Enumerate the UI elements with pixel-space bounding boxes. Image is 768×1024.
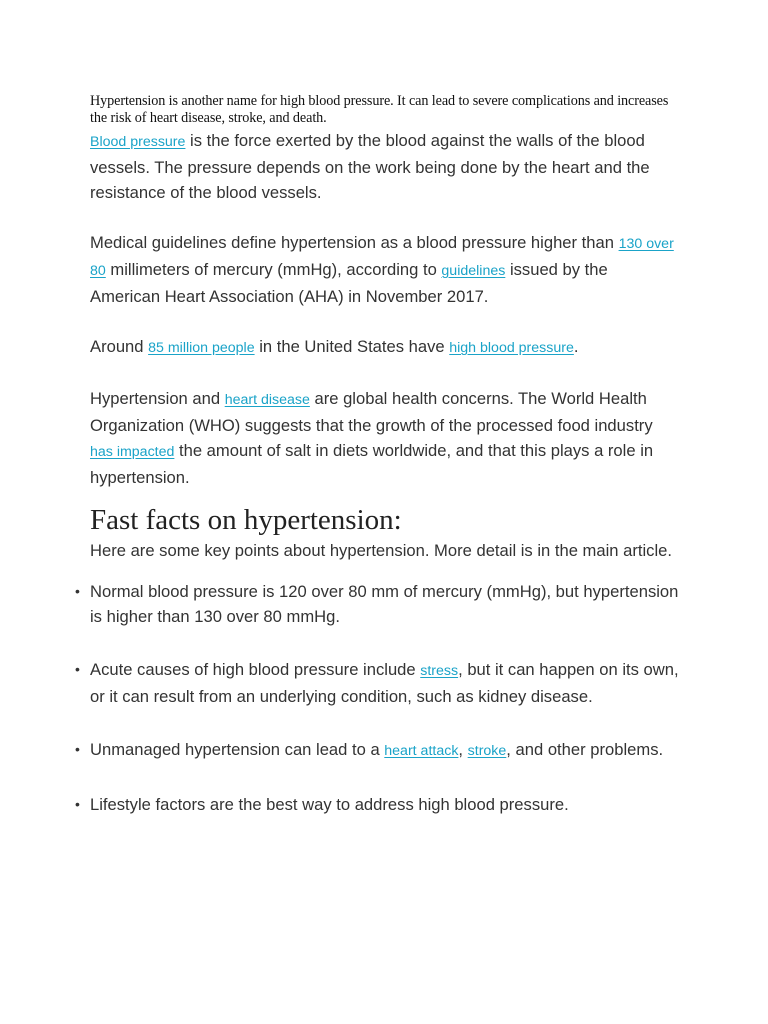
list-item-text: Lifestyle factors are the best way to address high blood pressure.: [90, 795, 569, 814]
bullet-icon: •: [75, 661, 80, 677]
list-item: [75, 579, 680, 629]
list-item-text: Acute causes of high blood pressure include: [90, 660, 421, 679]
paragraph-text: issued by the American Heart Association (AHA) in November 2017.: [90, 260, 608, 306]
has-impacted-link[interactable]: has impacted: [90, 444, 175, 460]
paragraph-text: in the United States have: [254, 337, 450, 356]
paragraph-text: millimeters of mercury (mmHg), according to: [105, 260, 442, 279]
blood-pressure-link[interactable]: Blood pressure: [90, 134, 186, 150]
fast-facts-list: [75, 579, 680, 817]
paragraph-global-concerns: [90, 386, 680, 490]
stroke-link[interactable]: stroke: [467, 743, 507, 759]
intro-summary: Hypertension is another name for high blood pressure. It can lead to severe complications and increases the risk of heart disease, stroke, and death.: [90, 93, 669, 126]
paragraph-text: .: [573, 337, 579, 356]
list-item-text: Unmanaged hypertension can lead to a: [90, 740, 385, 759]
85-million-people-link[interactable]: 85 million people: [148, 340, 255, 356]
130-over-80-link[interactable]: 130 over 80: [90, 236, 674, 279]
fast-facts-heading: Fast facts on hypertension:: [90, 504, 402, 536]
bullet-icon: •: [75, 796, 80, 812]
paragraph-text: the amount of salt in diets worldwide, and that this plays a role in hypertension.: [90, 441, 654, 487]
heart-disease-link[interactable]: heart disease: [224, 392, 310, 408]
paragraph-text: Around: [90, 337, 149, 356]
paragraph-gap: [90, 309, 680, 334]
list-item-text: , and other problems.: [506, 740, 664, 759]
paragraph-text: Hypertension and: [90, 389, 225, 408]
high-blood-pressure-link[interactable]: high blood pressure: [449, 340, 574, 356]
paragraph-text: are global health concerns. The World Health Organization (WHO) suggests that the growth of the processed food industry: [90, 389, 653, 435]
paragraph-guidelines: [90, 230, 680, 309]
list-item-text: , but it can happen on its own, or it can result from an underlying condition, such as kidney disease.: [90, 660, 679, 706]
paragraph-gap: [90, 361, 680, 386]
paragraph-text: Medical guidelines define hypertension as a blood pressure higher than: [90, 233, 619, 252]
list-item: [75, 657, 680, 709]
list-item-text: ,: [458, 740, 468, 759]
heart-attack-link[interactable]: heart attack: [384, 743, 459, 759]
stress-link[interactable]: stress: [420, 663, 459, 679]
bullet-icon: •: [75, 741, 80, 757]
article: [75, 93, 680, 817]
paragraph-text: is the force exerted by the blood against the walls of the blood vessels. The pressure depends on the work being done by the heart and the resistance of the blood vessels.: [90, 131, 650, 202]
list-item: [75, 737, 680, 764]
paragraph-blood-pressure: [90, 128, 680, 205]
list-item: [75, 792, 680, 817]
fast-facts-intro: Here are some key points about hypertension. More detail is in the main article.: [90, 541, 672, 560]
bullet-icon: •: [75, 583, 80, 599]
guidelines-link[interactable]: guidelines: [441, 263, 506, 279]
paragraph-gap: [90, 205, 680, 230]
list-item-text: Normal blood pressure is 120 over 80 mm of mercury (mmHg), but hypertension is higher than 130 over 80 mmHg.: [90, 582, 679, 626]
paragraph-prevalence: [90, 334, 680, 361]
